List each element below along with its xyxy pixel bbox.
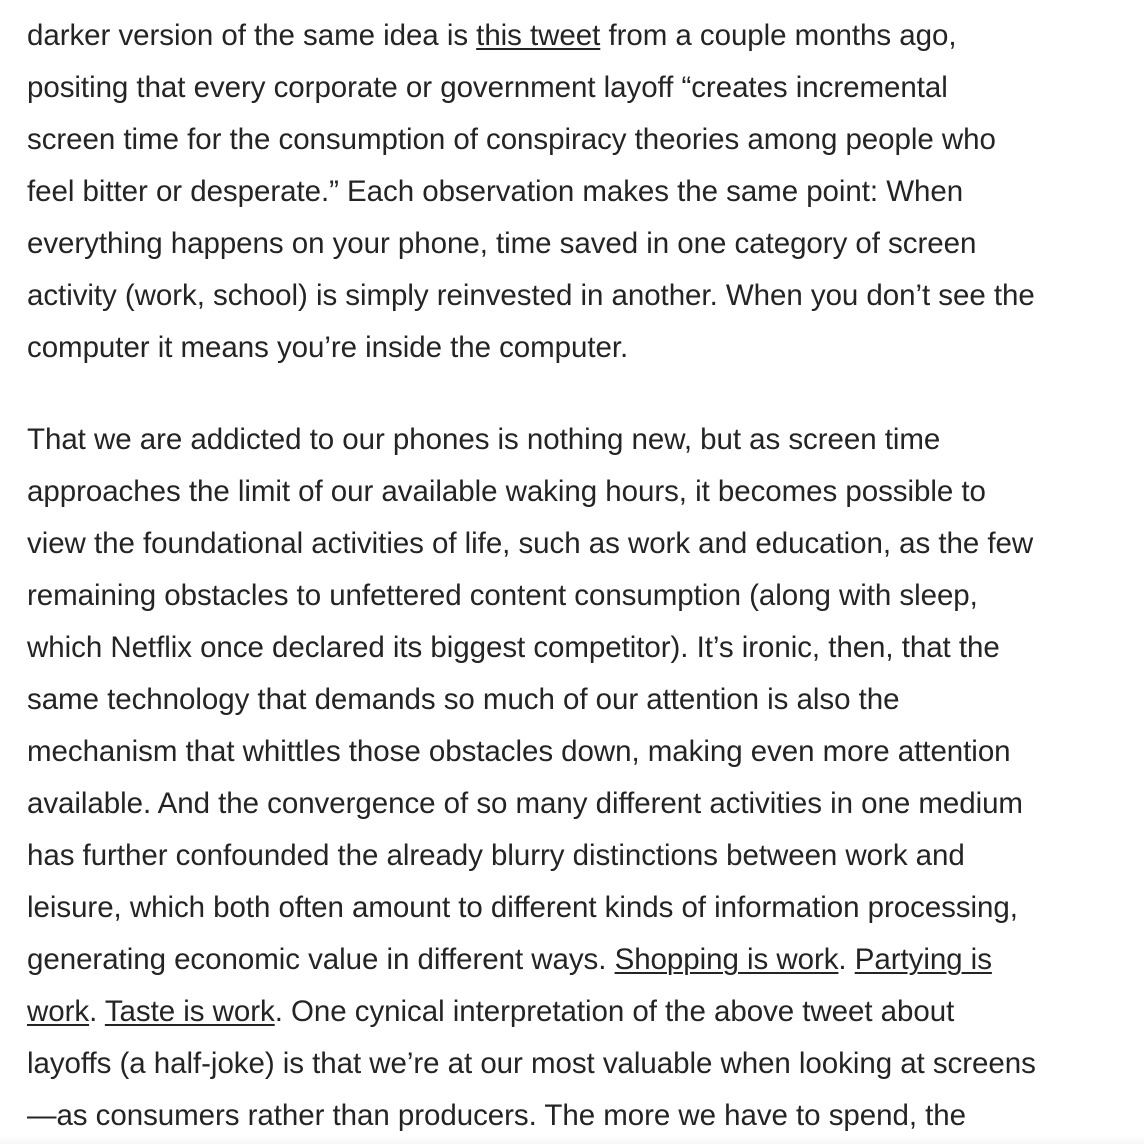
text-fragment: . One cynical interpretation of the above tweet about [274, 995, 955, 1028]
link-partying-is-work[interactable]: Partying is [854, 943, 992, 976]
article-body [27, 0, 1137, 1142]
text-fragment: darker version of the same idea is [27, 19, 477, 52]
text-line: screen time for the consumption of conspiracy theories among people who [27, 123, 996, 156]
text-line: leisure, which both often amount to different kinds of information processing, [27, 891, 1018, 924]
paragraph-gap [27, 374, 1137, 414]
text-fragment: generating economic value in different ways. [27, 943, 615, 976]
text-line: activity (work, school) is simply reinvested in another. When you don’t see the [27, 279, 1035, 312]
link-taste-is-work[interactable]: Taste is work [104, 995, 275, 1028]
text-line: view the foundational activities of life, such as work and education, as the few [27, 527, 1034, 560]
link-this-tweet[interactable]: this tweet [476, 19, 601, 52]
link-shopping-is-work[interactable]: Shopping is work [614, 943, 839, 976]
bottom-fade [0, 1136, 1144, 1144]
text-line: mechanism that whittles those obstacles down, making even more attention [27, 735, 1011, 768]
text-line: positing that every corporate or government layoff “creates incremental [27, 71, 948, 104]
text-line: everything happens on your phone, time saved in one category of screen [27, 227, 977, 260]
text-line: computer it means you’re inside the computer. [27, 331, 629, 364]
text-line: feel bitter or desperate.” Each observation makes the same point: When [27, 175, 964, 208]
text-line: has further confounded the already blurry distinctions between work and [27, 839, 965, 872]
text-line [27, 986, 1137, 1038]
text-fragment: . [838, 943, 855, 976]
text-fragment: from a couple months ago, [600, 19, 957, 52]
text-line [27, 10, 1137, 62]
text-line: That we are addicted to our phones is nothing new, but as screen time [27, 423, 941, 456]
text-line: available. And the convergence of so many different activities in one medium [27, 787, 1023, 820]
text-line: layoffs (a half-joke) is that we’re at our most valuable when looking at screens [27, 1047, 1036, 1080]
text-line: same technology that demands so much of our attention is also the [27, 683, 900, 716]
text-line [27, 934, 1137, 986]
text-line: approaches the limit of our available waking hours, it becomes possible to [27, 475, 986, 508]
text-line: —as consumers rather than producers. The more we have to spend, the [27, 1099, 966, 1132]
text-line: remaining obstacles to unfettered content consumption (along with sleep, [27, 579, 978, 612]
text-line: which Netflix once declared its biggest competitor). It’s ironic, then, that the [27, 631, 1000, 664]
link-partying-is-work-cont[interactable]: work [27, 995, 90, 1028]
text-fragment: . [89, 995, 105, 1028]
